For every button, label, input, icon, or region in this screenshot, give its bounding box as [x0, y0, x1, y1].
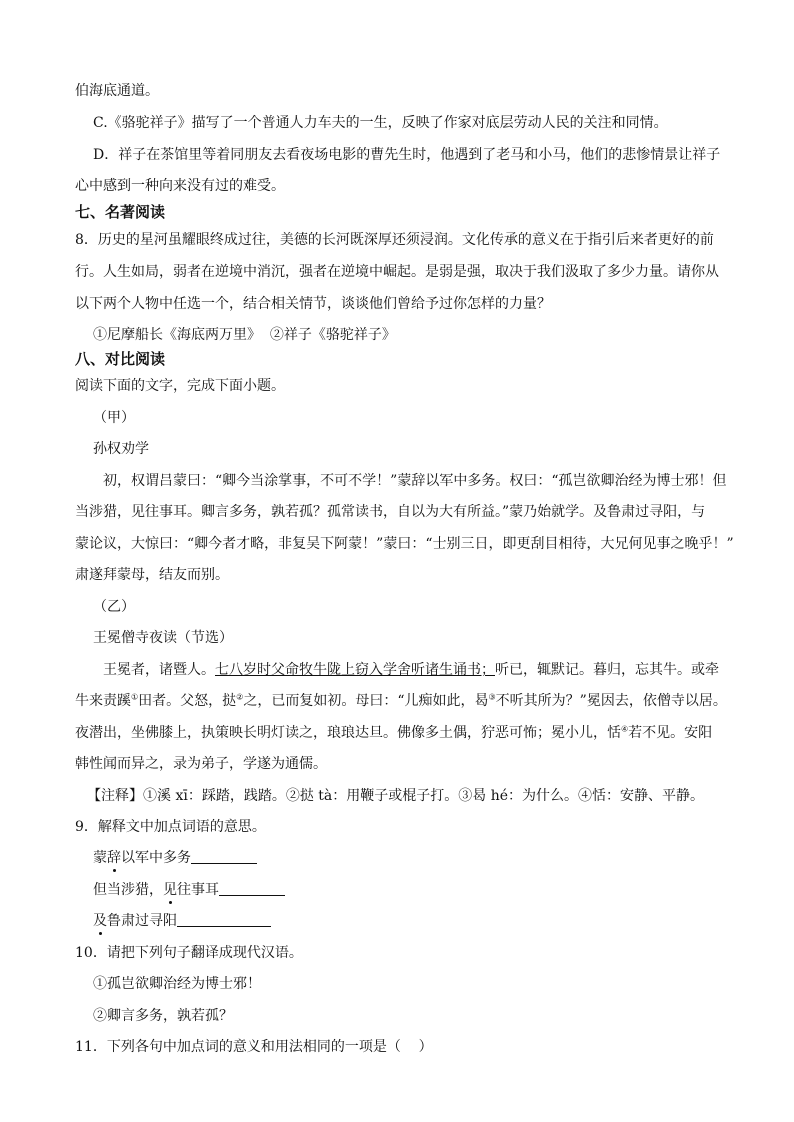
- question-9: 9．解释文中加点词语的意思。: [75, 819, 266, 835]
- passage-a: 初，权谓吕蒙曰：“卿今当涂掌事，不可不学！”蒙辞以军中多务。权曰：“孤岂欲卿治经为博士邪！但: [103, 473, 727, 489]
- passage-label-jia: （甲）: [93, 410, 135, 426]
- passage-b-text: 田者。父怒，挞: [138, 693, 237, 709]
- question-8-choices: ①尼摩船长《海底两万里》 ②祥子《骆驼祥子》: [93, 327, 396, 343]
- note-marker: ③: [488, 692, 496, 702]
- option-c: C.《骆驼祥子》描写了一个普通人力车夫的一生，反映了作家对底层劳动人民的关注和同情。: [93, 115, 668, 131]
- passage-b-text: 夜潜出，坐佛膝上，执策映长明灯读之，琅琅达旦。佛像多土偶，狞恶可怖；冕小儿，恬: [75, 725, 621, 741]
- note-marker: ④: [621, 724, 629, 734]
- passage-b-text: 听已，辄默记。暮归，忘其牛。或牵: [495, 662, 719, 678]
- passage-b-text: 之，已而复如初。母曰：“儿痴如此，曷: [243, 693, 489, 709]
- question-9-item: [93, 911, 271, 931]
- dotted-word: 辞: [107, 850, 121, 866]
- passage-b: [103, 660, 719, 680]
- passage-title-a: 孙权劝学: [93, 441, 149, 457]
- answer-blank[interactable]: [219, 881, 285, 896]
- text-line: 伯海底通道。: [75, 83, 159, 99]
- dotted-word: 及: [93, 913, 107, 929]
- passage-title-b: 王冕僧寺夜读（节选）: [93, 630, 233, 646]
- passage-b-text: 若不见。安阳: [628, 725, 713, 741]
- passage-b: 韩性闻而异之，录为弟子，学遂为通儒。: [75, 756, 327, 772]
- q9-text: 鲁肃过寻阳: [107, 913, 177, 929]
- q9-text: 以军中多务: [121, 850, 191, 866]
- question-8: 以下两个人物中任选一个，结合相关情节，谈谈他们曾给予过你怎样的力量？: [75, 296, 551, 312]
- q9-text: 蒙: [93, 850, 107, 866]
- question-10-item: ①孤岂欲卿治经为博士邪！: [93, 976, 261, 992]
- dotted-word: 见: [163, 882, 177, 898]
- question-11: 11．下列各句中加点词的意义和用法相同的一项是（ ）: [75, 1039, 433, 1055]
- question-10-item: ②卿言多务，孰若孤？: [93, 1008, 233, 1024]
- question-8: 8．历史的星河虽耀眼终成过往，美德的长河既深厚还须浸润。文化传承的意义在于指引后来者更好的前: [75, 232, 714, 248]
- note-marker: ②: [236, 692, 244, 702]
- answer-blank[interactable]: [191, 849, 257, 864]
- passage-b-text: 王冕者，诸暨人。: [103, 662, 215, 678]
- answer-blank[interactable]: [177, 912, 271, 927]
- passage-a: 当涉猎，见往事耳。卿言多务，孰若孤？孤常读书，自以为大有所益。”蒙乃始就学。及鲁肃过寻阳，与: [75, 504, 706, 520]
- passage-a: 肃遂拜蒙母，结友而别。: [75, 567, 229, 583]
- note-marker: ①: [131, 692, 139, 702]
- q9-text: 往事耳: [177, 882, 219, 898]
- instruction: 阅读下面的文字，完成下面小题。: [75, 378, 285, 394]
- passage-b-text: 牛来责蹊: [75, 693, 131, 709]
- question-8: 行。人生如局，弱者在逆境中消沉，强者在逆境中崛起。是弱是强，取决于我们汲取了多少力量。请你从: [75, 264, 719, 280]
- passage-b-text: 不听其所为？”冕因去，依僧寺以居。: [495, 693, 727, 709]
- q9-text: 但当涉猎，: [93, 882, 163, 898]
- question-9-item: [93, 848, 257, 868]
- passage-label-yi: （乙）: [93, 599, 135, 615]
- section-heading-7: 七、名著阅读: [75, 203, 166, 221]
- annotations: 【注释】①溪 xī：踩踏，践踏。②挞 tà：用鞭子或棍子打。③曷 hé：为什么。④恬：安静、平静。: [87, 788, 704, 804]
- passage-a: 蒙论议，大惊曰：“卿今者才略，非复吴下阿蒙！”蒙曰：“士别三日，即更刮目相待，大兄何见事之晚乎！”: [75, 536, 734, 552]
- option-d: D．祥子在茶馆里等着同朋友去看夜场电影的曹先生时，他遇到了老马和小马，他们的悲惨情景让祥子: [93, 147, 721, 163]
- question-9-item: [93, 880, 285, 900]
- underlined-sentence: 七八岁时父命牧牛陇上窃入学舍听诸生诵书；: [215, 662, 495, 678]
- passage-b: [75, 691, 727, 711]
- text-line: 心中感到一种向来没有过的难受。: [75, 178, 285, 194]
- question-10: 10．请把下列句子翻译成现代汉语。: [75, 945, 303, 961]
- section-heading-8: 八、对比阅读: [75, 350, 166, 368]
- passage-b: [75, 723, 712, 743]
